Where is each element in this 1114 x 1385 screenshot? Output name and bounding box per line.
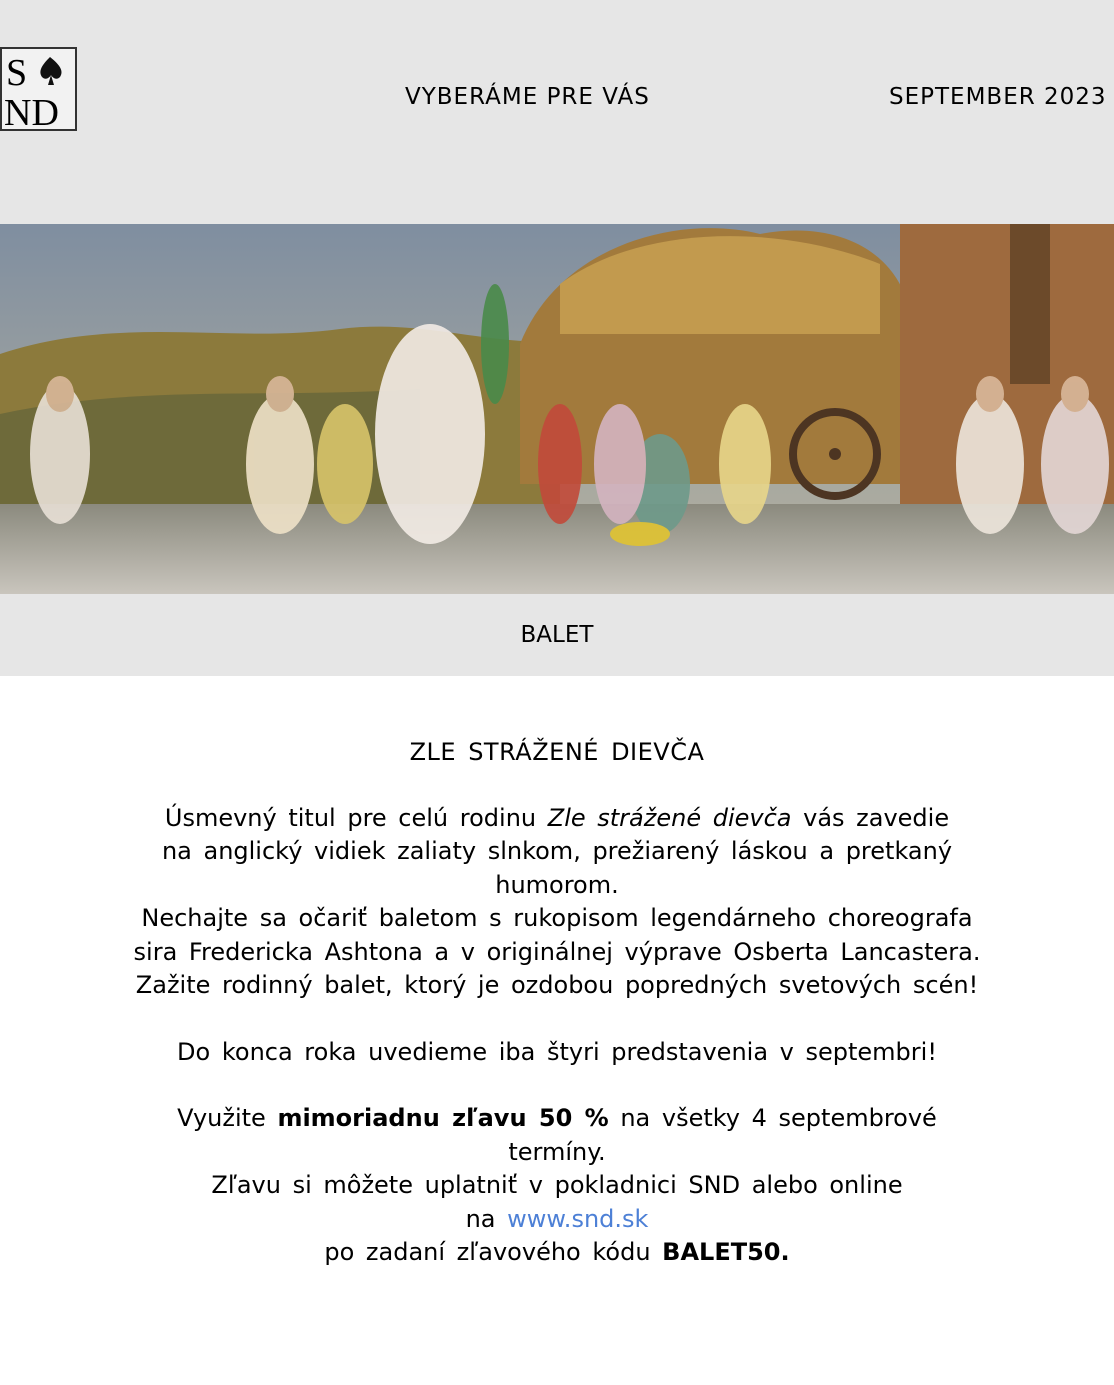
category-label: BALET bbox=[0, 594, 1114, 676]
intro-line6: Zažite rodinný balet, ktorý je ozdobou popredných svetových scén! bbox=[135, 971, 979, 999]
intro-line4: Nechajte sa očariť baletom s rukopisom legendárneho choreografa bbox=[141, 904, 973, 932]
intro-title-italic: Zle strážené dievča bbox=[547, 803, 792, 832]
offer-line5-pre: po zadaní zľavového kódu bbox=[324, 1238, 663, 1266]
intro-line5: sira Fredericka Ashtona a v originálnej výprave Osberta Lancastera. bbox=[133, 937, 981, 966]
discount-code: BALET50. bbox=[662, 1238, 790, 1266]
snd-logo[interactable] bbox=[0, 47, 77, 131]
offer-line3: Zľavu si môžete uplatniť v pokladnici SND alebo online bbox=[211, 1171, 903, 1199]
header-title: VYBERÁME PRE VÁS bbox=[405, 84, 650, 110]
header-date: SEPTEMBER 2023 bbox=[889, 84, 1107, 110]
offer-discount: mimoriadnu zľavu 50 % bbox=[277, 1104, 609, 1132]
article-offer bbox=[0, 1102, 1114, 1270]
header bbox=[0, 0, 1114, 224]
offer-line4-pre: na bbox=[465, 1204, 508, 1233]
ballet-hero-image[interactable] bbox=[0, 224, 1114, 594]
article-intro bbox=[0, 802, 1114, 1003]
snd-website-link[interactable]: www.snd.sk bbox=[507, 1204, 649, 1233]
intro-line1-pre: Úsmevný titul pre celú rodinu bbox=[164, 803, 548, 832]
intro-line2: na anglický vidiek zaliaty slnkom, prežiarený láskou a pretkaný bbox=[161, 837, 953, 865]
svg-text:S: S bbox=[6, 52, 28, 94]
intro-line1-post: vás zavedie bbox=[791, 803, 950, 832]
offer-line2: termíny. bbox=[508, 1137, 606, 1166]
article-notice: Do konca roka uvedieme iba štyri predstavenia v septembri! bbox=[177, 1037, 937, 1066]
article bbox=[0, 676, 1114, 1270]
offer-pre: Využite bbox=[177, 1104, 278, 1132]
article-title: ZLE STRÁŽENÉ DIEVČA bbox=[409, 738, 705, 766]
offer-post: na všetky 4 septembrové bbox=[608, 1104, 937, 1132]
svg-text:ND: ND bbox=[4, 92, 59, 129]
intro-line3: humorom. bbox=[495, 870, 619, 899]
